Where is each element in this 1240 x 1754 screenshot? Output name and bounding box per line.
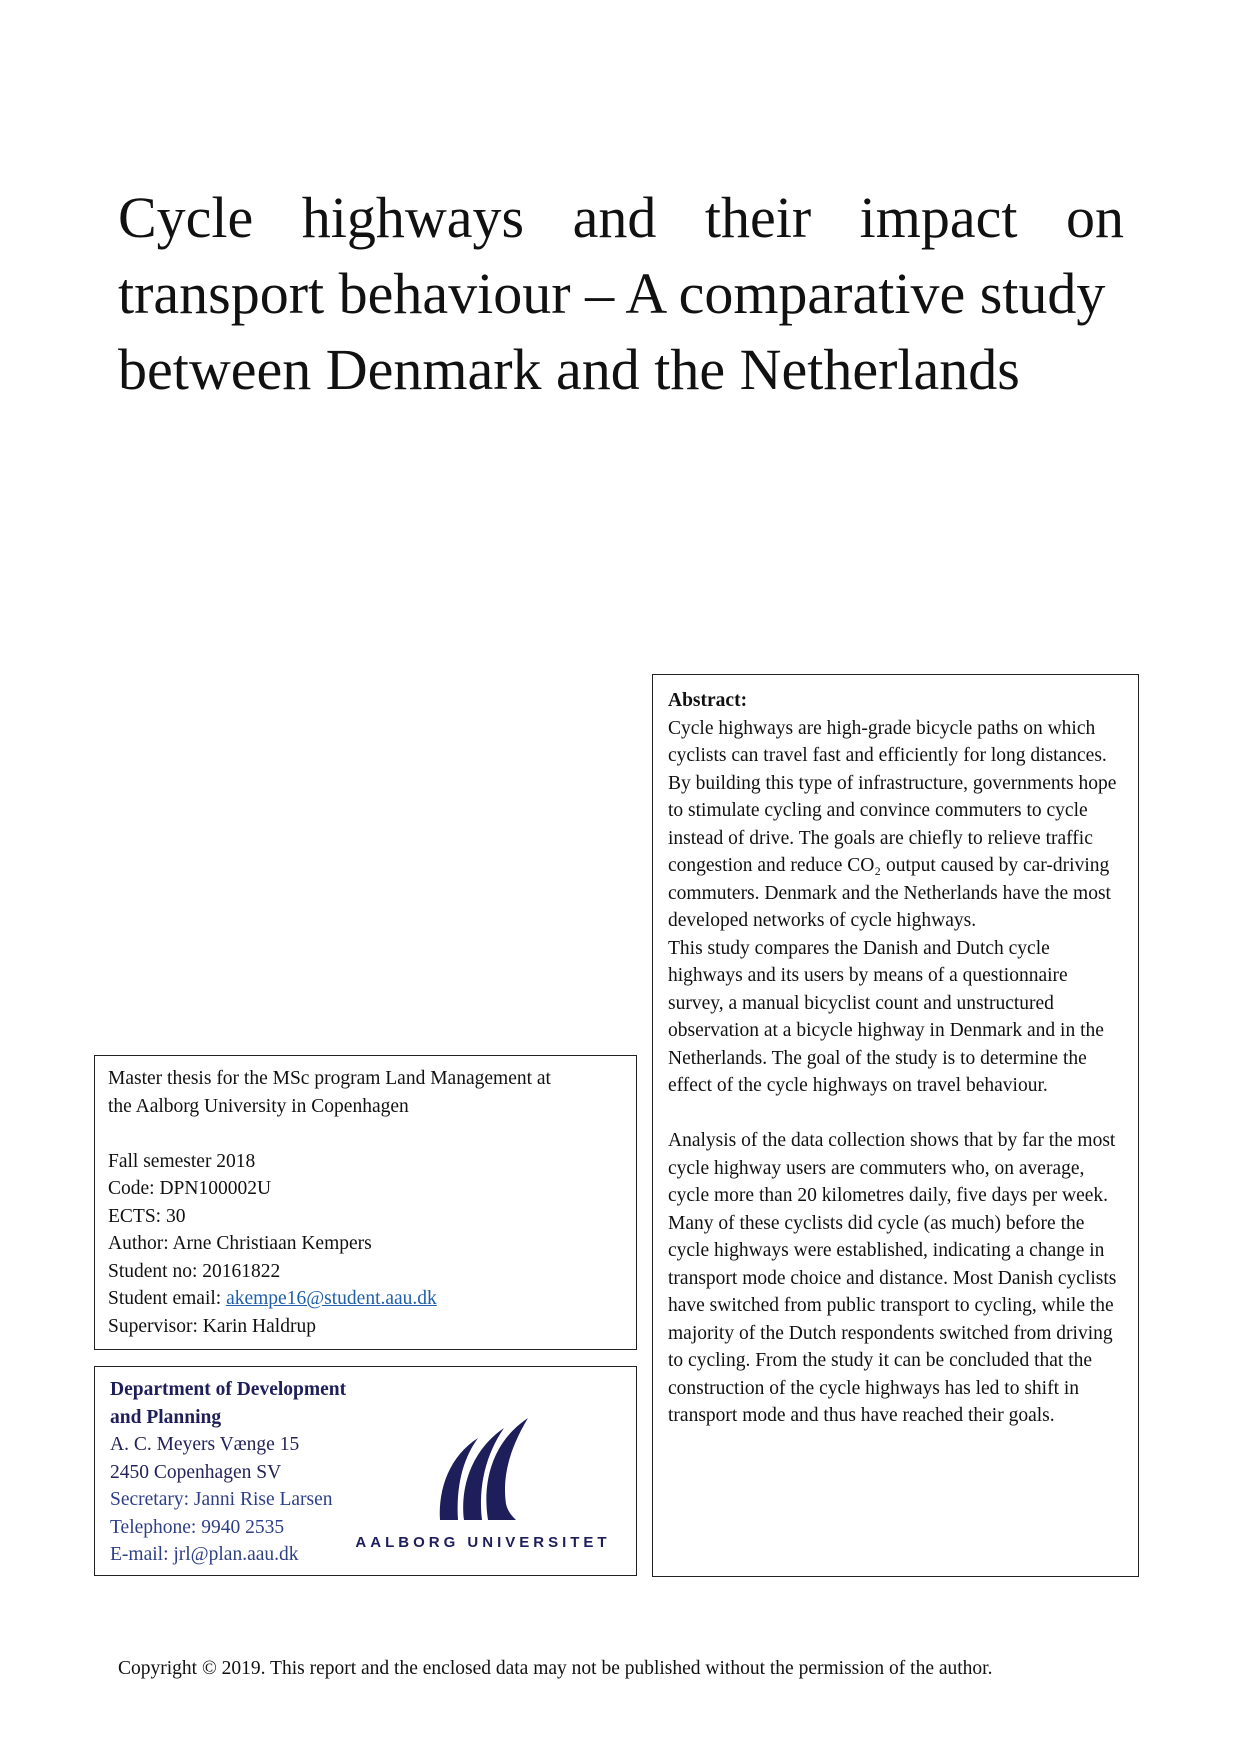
title-line-2: transport behaviour – A comparative study bbox=[118, 261, 1106, 326]
aau-waves-icon bbox=[434, 1416, 534, 1526]
department-secretary: Secretary: Janni Rise Larsen bbox=[110, 1489, 333, 1510]
department-address-city: 2450 Copenhagen SV bbox=[110, 1461, 282, 1483]
department-email: E-mail: jrl@plan.aau.dk bbox=[110, 1544, 299, 1565]
aalborg-university-logo bbox=[352, 1416, 652, 1566]
thesis-student-email-row bbox=[108, 1285, 624, 1313]
thesis-info-box bbox=[94, 1055, 637, 1350]
title-line-3: between Denmark and the Netherlands bbox=[118, 337, 1020, 402]
page-title bbox=[118, 180, 1124, 408]
thesis-code: Code: DPN100002U bbox=[108, 1178, 272, 1199]
department-name-line-2: and Planning bbox=[110, 1406, 222, 1428]
thesis-supervisor: Supervisor: Karin Haldrup bbox=[108, 1315, 316, 1337]
abstract-paragraph-2: This study compares the Danish and Dutch cycle highways and its users by means of a questionnaire survey, a manual bicyclist count and unstructured observation at a bicycle highway in Denmark and in the Netherlands. The goal of the study is to determine the effect of the cycle highways on travel behaviour. bbox=[668, 937, 1104, 1096]
department-telephone: Telephone: 9940 2535 bbox=[110, 1516, 285, 1538]
thesis-author: Author: Arne Christiaan Kempers bbox=[108, 1233, 372, 1254]
student-email-label: Student email: bbox=[108, 1288, 227, 1309]
abstract-paragraph-3: Analysis of the data collection shows that by far the most cycle highway users are commuters who, on average, cycle more than 20 kilometres daily, five days per week. Many of these cyclists did cycle (as much) before the cycle highways were established, indicating a change in transport mode choice and distance. Most Danish cyclists have switched from public transport to cycling, while the majority of the Dutch respondents switched from driving to cycling. From the study it can be concluded that the construction of the cycle highways has led to shift in transport mode and thus have reached their goals. bbox=[668, 1130, 1117, 1426]
thesis-semester: Fall semester 2018 bbox=[108, 1150, 256, 1172]
thesis-student-number: Student no: 20161822 bbox=[108, 1260, 281, 1282]
abstract-box bbox=[652, 674, 1139, 1577]
abstract-heading: Abstract: bbox=[668, 690, 748, 711]
aau-logo-text: AALBORG UNIVERSITET bbox=[355, 1534, 611, 1551]
thesis-ects: ECTS: 30 bbox=[108, 1205, 186, 1227]
abstract-paragraph-1: Cycle highways are high-grade bicycle paths on which cyclists can travel fast and efficiently for long distances. By building this type of infrastructure, governments hope to stimulate cycling and convince commuters to cycle instead of drive. The goals are chiefly to relieve traffic congestion and reduce CO₂ output caused by car-driving commuters. Denmark and the Netherlands have the most developed networks of cycle highways. bbox=[668, 717, 1117, 931]
copyright-notice: Copyright © 2019. This report and the enclosed data may not be published without the permission of the author. bbox=[118, 1658, 993, 1679]
student-email-link[interactable]: akempe16@student.aau.dk bbox=[226, 1288, 437, 1309]
department-address-street: A. C. Meyers Vænge 15 bbox=[110, 1434, 300, 1455]
title-line-1: Cycle highways and their impact on bbox=[118, 185, 1124, 250]
thesis-program-line-1: Master thesis for the MSc program Land Management at bbox=[108, 1068, 551, 1089]
thesis-program-line-2: the Aalborg University in Copenhagen bbox=[108, 1095, 409, 1117]
department-name-line-1: Department of Development bbox=[110, 1379, 347, 1400]
